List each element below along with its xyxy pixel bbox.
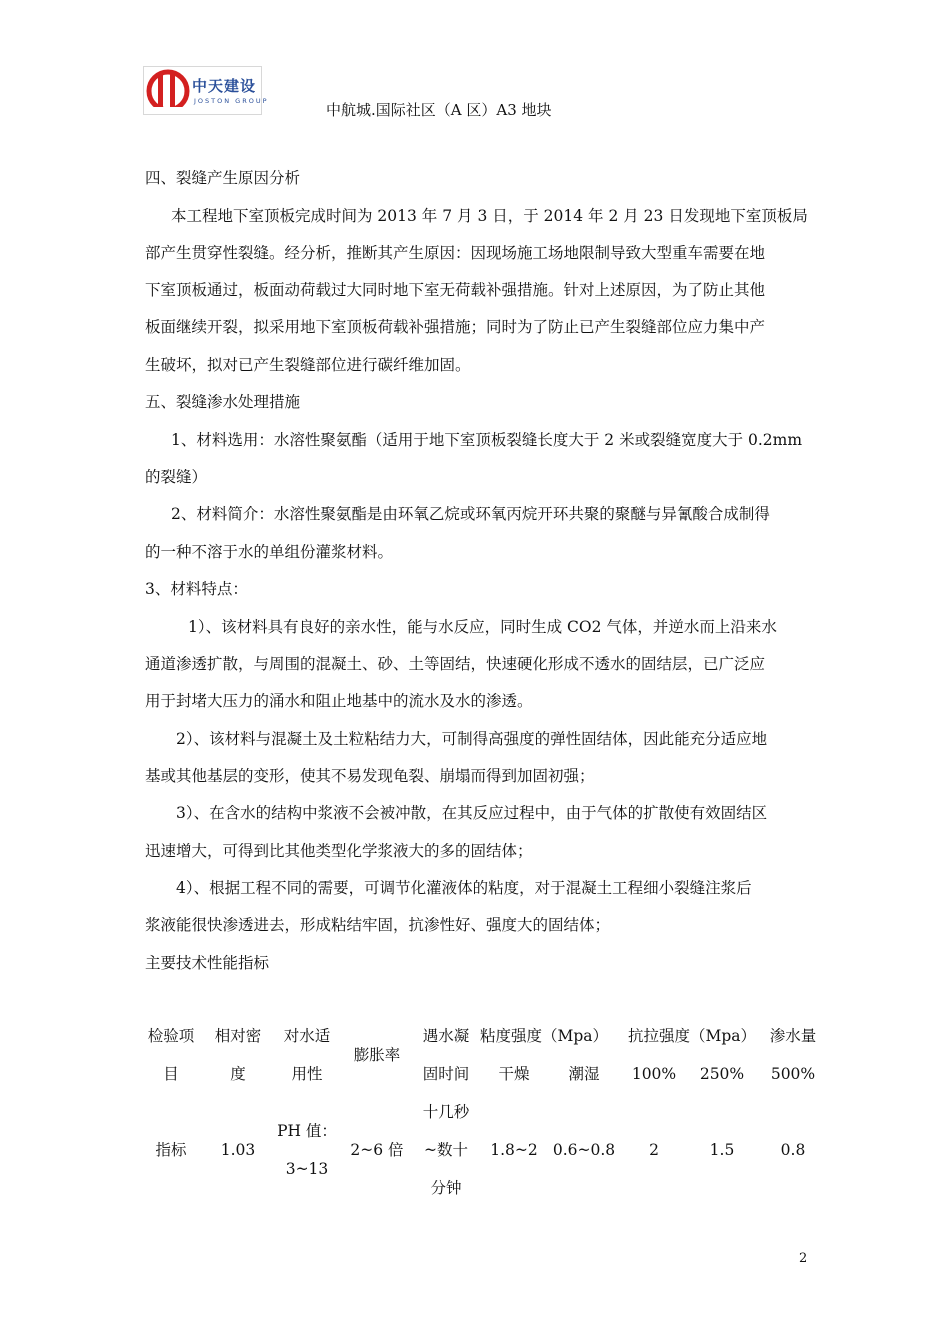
table-header-cell: 干燥 (498, 1065, 530, 1083)
paragraph-line: 下室顶板通过，板面动荷载过大同时地下室无荷载补强措施。针对上述原因，为了防止其他 (145, 281, 766, 299)
table-header-cell: 遇水凝 (422, 1027, 470, 1045)
table-cell: 1.8~2 (490, 1141, 538, 1159)
table-header-cell: 度 (230, 1065, 246, 1083)
table-header-cell: 渗水量 (769, 1027, 817, 1045)
paragraph-line: 的裂缝） (145, 468, 208, 486)
table-cell: 1.5 (709, 1141, 735, 1159)
table-header-row (138, 1017, 830, 1055)
paragraph-line: 1）、该材料具有良好的亲水性，能与水反应，同时生成 CO2 气体，并逆水而上沿来水 (188, 618, 777, 636)
table-header-cell: 膨胀率 (353, 1046, 401, 1064)
table-cell: 0.6~0.8 (552, 1141, 616, 1159)
paragraph-line: 用于封堵大压力的涌水和阻止地基中的流水及水的渗透。 (145, 692, 533, 710)
item3-heading: 3、材料特点： (145, 580, 248, 598)
paragraph-line: 部产生贯穿性裂缝。经分析，推断其产生原因：因现场施工场地限制导致大型重车需要在地 (145, 244, 766, 262)
table-header-cell: 目 (163, 1065, 179, 1083)
table-cell (272, 1093, 342, 1207)
table-header-cell: 粘度强度（Mpa） (480, 1027, 609, 1045)
paragraph-line: 的一种不溶于水的单组份灌浆材料。 (145, 543, 394, 561)
table-cell-line: 十几秒 (422, 1103, 470, 1121)
company-logo (143, 66, 269, 115)
header-title: 中航城.国际社区（A 区）A3 地块 (326, 101, 552, 119)
table-header-cell: 用性 (291, 1065, 323, 1083)
table-header-row (138, 1055, 830, 1093)
paragraph-line: 浆液能很快渗透进去，形成粘结牢固，抗渗性好、强度大的固结体； (145, 916, 611, 934)
table-header-cell: 250% (699, 1065, 745, 1083)
paragraph-line: 本工程地下室顶板完成时间为 2013 年 7 月 3 日，于 2014 年 2 月 23 日发现地下室顶板局 (171, 207, 808, 225)
table-cell-line: ~数十 (424, 1141, 468, 1159)
table-header-cell: 抗拉强度（Mpa） (627, 1027, 756, 1045)
table-header-cell: 固时间 (422, 1065, 470, 1083)
table-cell-line: PH 值： (277, 1122, 337, 1140)
paragraph-line: 1、材料选用：水溶性聚氨酯（适用于地下室顶板裂缝长度大于 2 米或裂缝宽度大于 0.2mm (171, 431, 803, 449)
section4-heading: 四、裂缝产生原因分析 (145, 169, 301, 187)
table-header-cell: 对水适 (283, 1027, 331, 1045)
table-header-cell: 潮湿 (568, 1065, 600, 1083)
paragraph-line: 通道渗透扩散，与周围的混凝土、砂、土等固结，快速硬化形成不透水的固结层，已广泛应 (145, 655, 766, 673)
section5-heading: 五、裂缝渗水处理措施 (145, 393, 301, 411)
table-header-cell: 相对密 (214, 1027, 262, 1045)
paragraph-line: 迅速增大，可得到比其他类型化学浆液大的多的固结体； (145, 842, 533, 860)
table-cell-line: 3~13 (285, 1160, 329, 1178)
paragraph-line: 3）、在含水的结构中浆液不会被冲散，在其反应过程中，由于气体的扩散使有效固结区 (176, 804, 768, 822)
table-cell: 2~6 倍 (350, 1141, 404, 1159)
page-number: 2 (799, 1251, 808, 1266)
logo-text: 中天建设 (192, 77, 257, 95)
logo-subtext: JOSTON GROUP (194, 97, 269, 105)
table-header-cell: 500% (770, 1065, 816, 1083)
table-cell-line: 分钟 (430, 1179, 462, 1197)
table-row (138, 1093, 830, 1207)
paragraph-line: 生破坏，拟对已产生裂缝部位进行碳纤维加固。 (145, 356, 471, 374)
spec-table (138, 1017, 830, 1207)
table-cell: 2 (649, 1141, 659, 1159)
table-header-cell: 检验项 (147, 1027, 195, 1045)
table-header-cell: 100% (631, 1065, 677, 1083)
table-cell (412, 1093, 480, 1207)
table-cell: 0.8 (780, 1141, 806, 1159)
table-cell: 指标 (155, 1141, 187, 1159)
table-caption: 主要技术性能指标 (145, 954, 270, 972)
paragraph-line: 2）、该材料与混凝土及土粒粘结力大，可制得高强度的弹性固结体，因此能充分适应地 (176, 730, 768, 748)
paragraph-line: 4）、根据工程不同的需要，可调节化灌液体的粘度，对于混凝土工程细小裂缝注浆后 (176, 879, 752, 897)
logo-emblem-icon (144, 67, 192, 114)
paragraph-line: 基或其他基层的变形，使其不易发现龟裂、崩塌而得到加固初强； (145, 767, 595, 785)
paragraph-line: 板面继续开裂，拟采用地下室顶板荷载补强措施；同时为了防止已产生裂缝部位应力集中产 (145, 318, 766, 336)
table-cell: 1.03 (220, 1141, 256, 1159)
paragraph-line: 2、材料简介：水溶性聚氨酯是由环氧乙烷或环氧丙烷开环共聚的聚醚与异氰酸合成制得 (171, 505, 770, 523)
